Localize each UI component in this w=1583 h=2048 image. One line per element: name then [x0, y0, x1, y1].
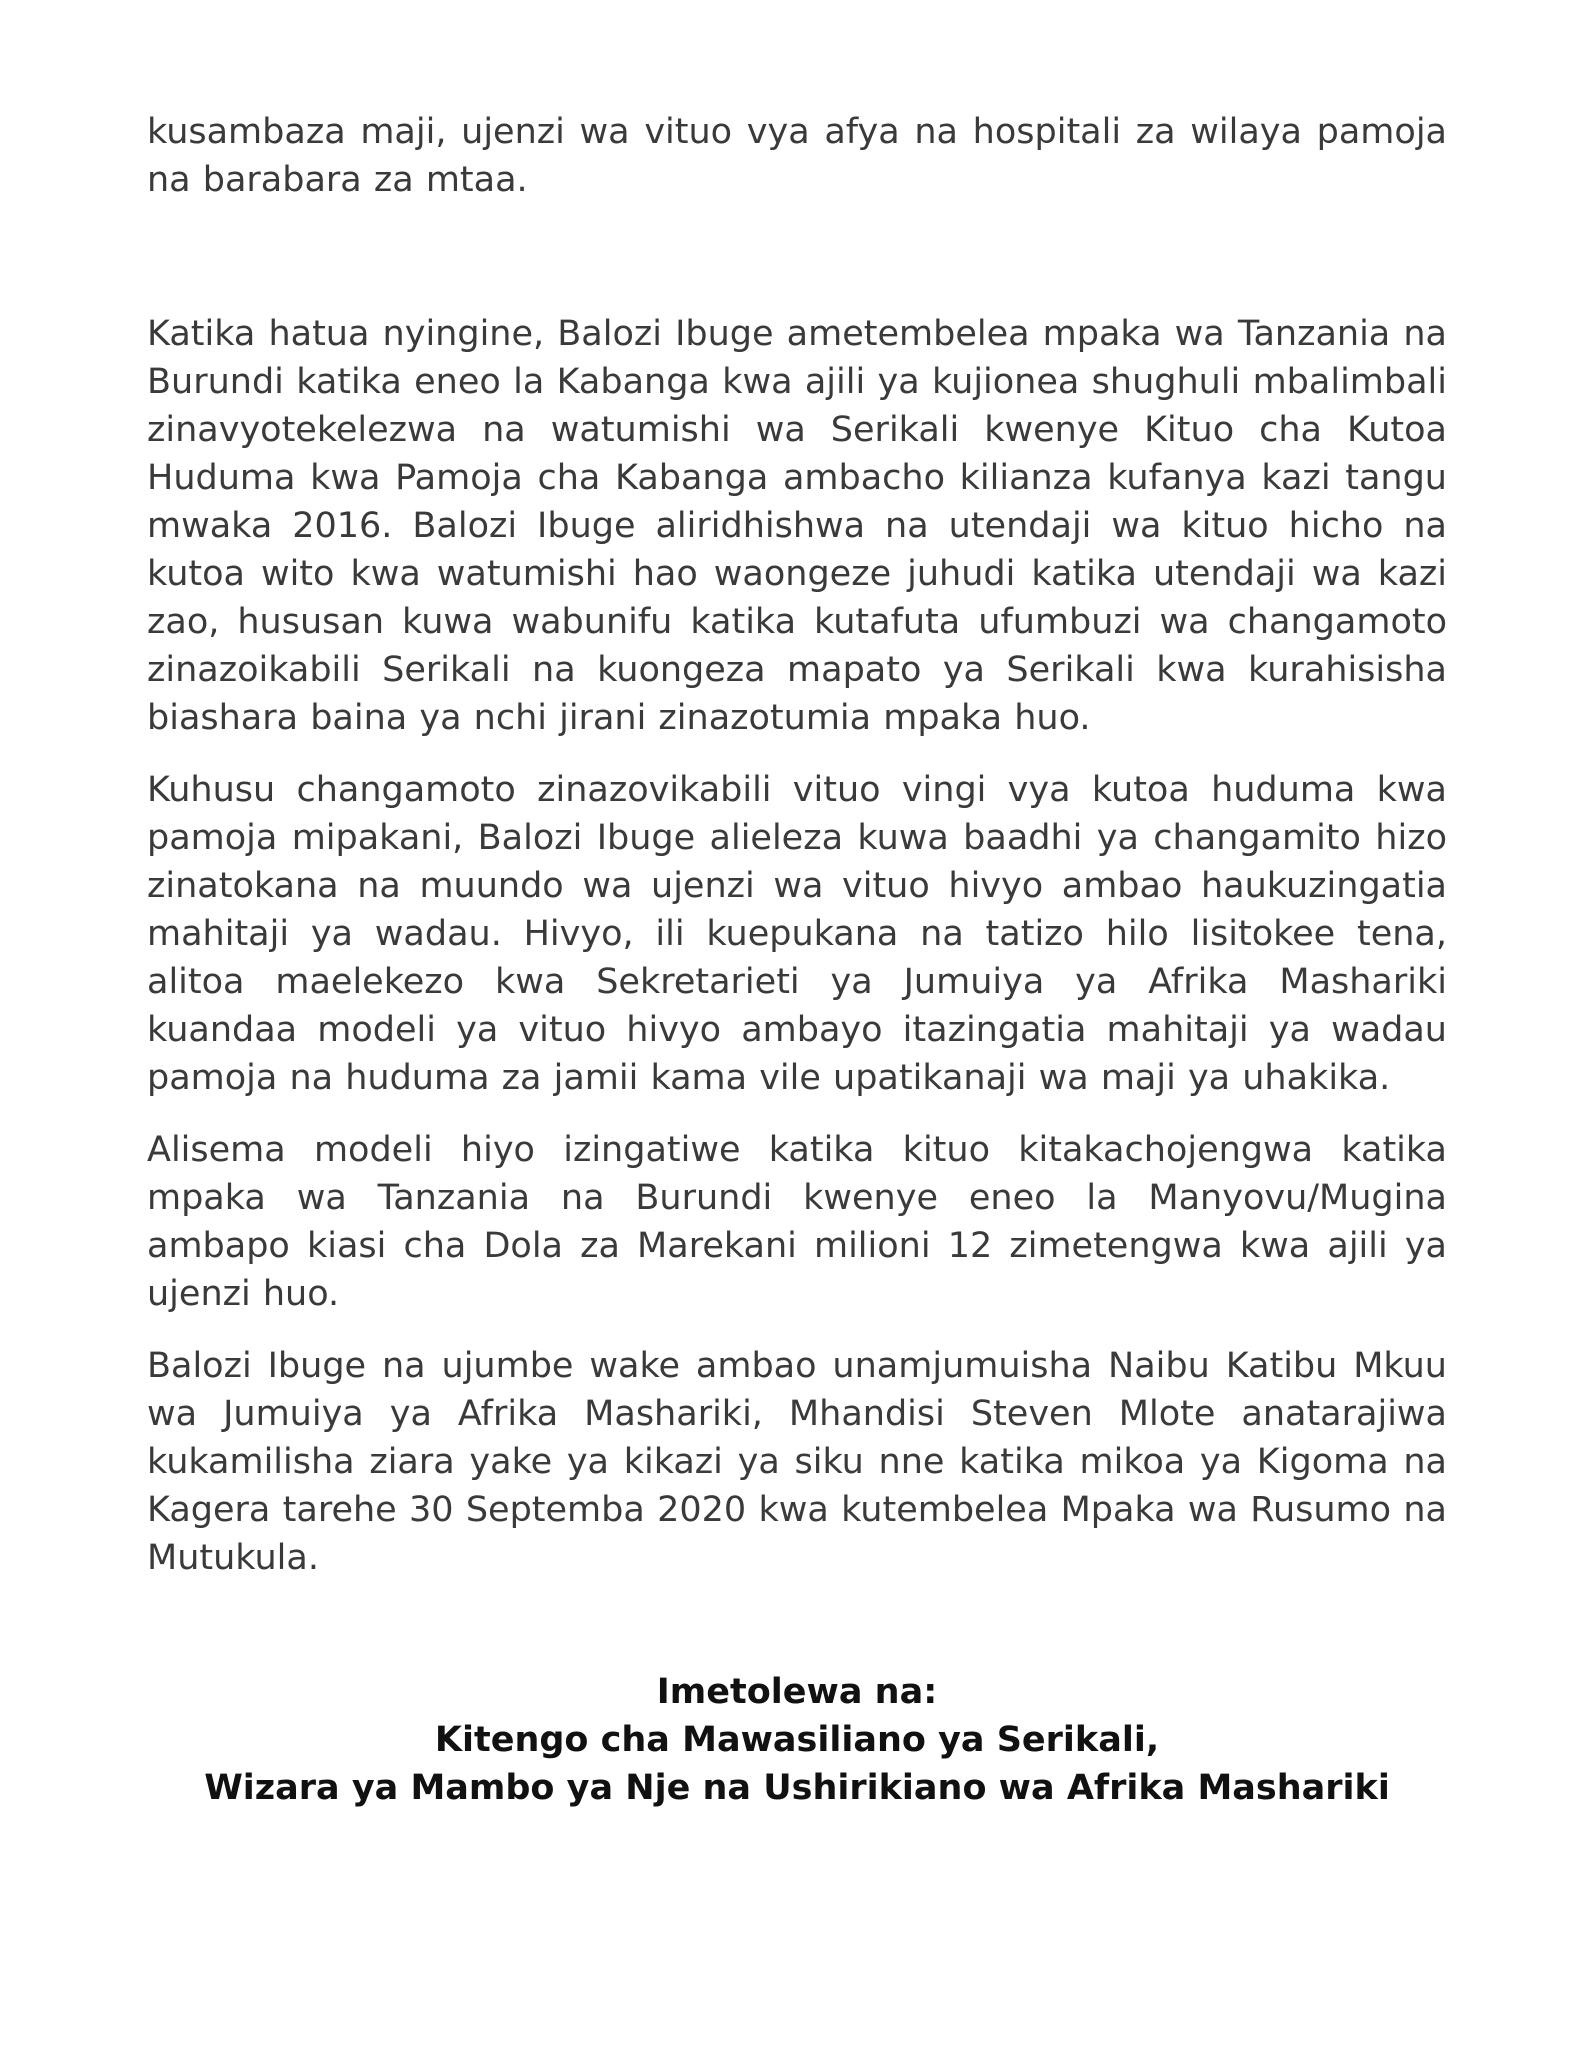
- paragraph-4: Alisema modeli hiyo izingatiwe katika kituo kitakachojengwa katika mpaka wa Tanzania na Burundi kwenye eneo la Manyovu/Mugina ambapo kiasi cha Dola za Marekani milioni 12 zimetengwa kwa ajili ya ujenzi huo.: [147, 1130, 1447, 1314]
- paragraph-3: Kuhusu changamoto zinazovikabili vituo vingi vya kutoa huduma kwa pamoja mipakani, Balozi Ibuge alieleza kuwa baadhi ya changamito hizo zinatokana na muundo wa ujenzi wa vituo hivyo ambao haukuzingatia mahitaji ya wadau. Hivyo, ili kuepukana na tatizo hilo lisitokee tena, alitoa maelekezo kwa Sekretarieti ya Jumuiya ya Afrika Mashariki kuandaa modeli ya vituo hivyo ambayo itazingatia mahitaji ya wadau pamoja na huduma za jamii kama vile upatikanaji wa maji ya uhakika.: [147, 770, 1447, 1098]
- issuer-unit: Kitengo cha Mawasiliano ya Serikali,: [434, 1720, 1160, 1760]
- issued-by-label: Imetolewa na:: [656, 1672, 938, 1712]
- issuer-signature-block: [147, 1668, 1447, 1812]
- paragraph-2: Katika hatua nyingine, Balozi Ibuge ametembelea mpaka wa Tanzania na Burundi katika eneo la Kabanga kwa ajili ya kujionea shughuli mbalimbali zinavyotekelezwa na watumishi wa Serikali kwenye Kituo cha Kutoa Huduma kwa Pamoja cha Kabanga ambacho kilianza kufanya kazi tangu mwaka 2016. Balozi Ibuge aliridhishwa na utendaji wa kituo hicho na kutoa wito kwa watumishi hao waongeze juhudi katika utendaji wa kazi zao, hususan kuwa wabunifu katika kutafuta ufumbuzi wa changamoto zinazoikabili Serikali na kuongeza mapato ya Serikali kwa kurahisisha biashara baina ya nchi jirani zinazotumia mpaka huo.: [147, 314, 1447, 738]
- issuer-ministry: Wizara ya Mambo ya Nje na Ushirikiano wa Afrika Mashariki: [204, 1768, 1390, 1808]
- document-body: [147, 108, 1447, 1582]
- paragraph-1: kusambaza maji, ujenzi wa vituo vya afya na hospitali za wilaya pamoja na barabara za mtaa.: [147, 112, 1447, 200]
- paragraph-5: Balozi Ibuge na ujumbe wake ambao unamjumuisha Naibu Katibu Mkuu wa Jumuiya ya Afrika Mashariki, Mhandisi Steven Mlote anatarajiwa kukamilisha ziara yake ya kikazi ya siku nne katika mikoa ya Kigoma na Kagera tarehe 30 Septemba 2020 kwa kutembelea Mpaka wa Rusumo na Mutukula.: [147, 1346, 1447, 1578]
